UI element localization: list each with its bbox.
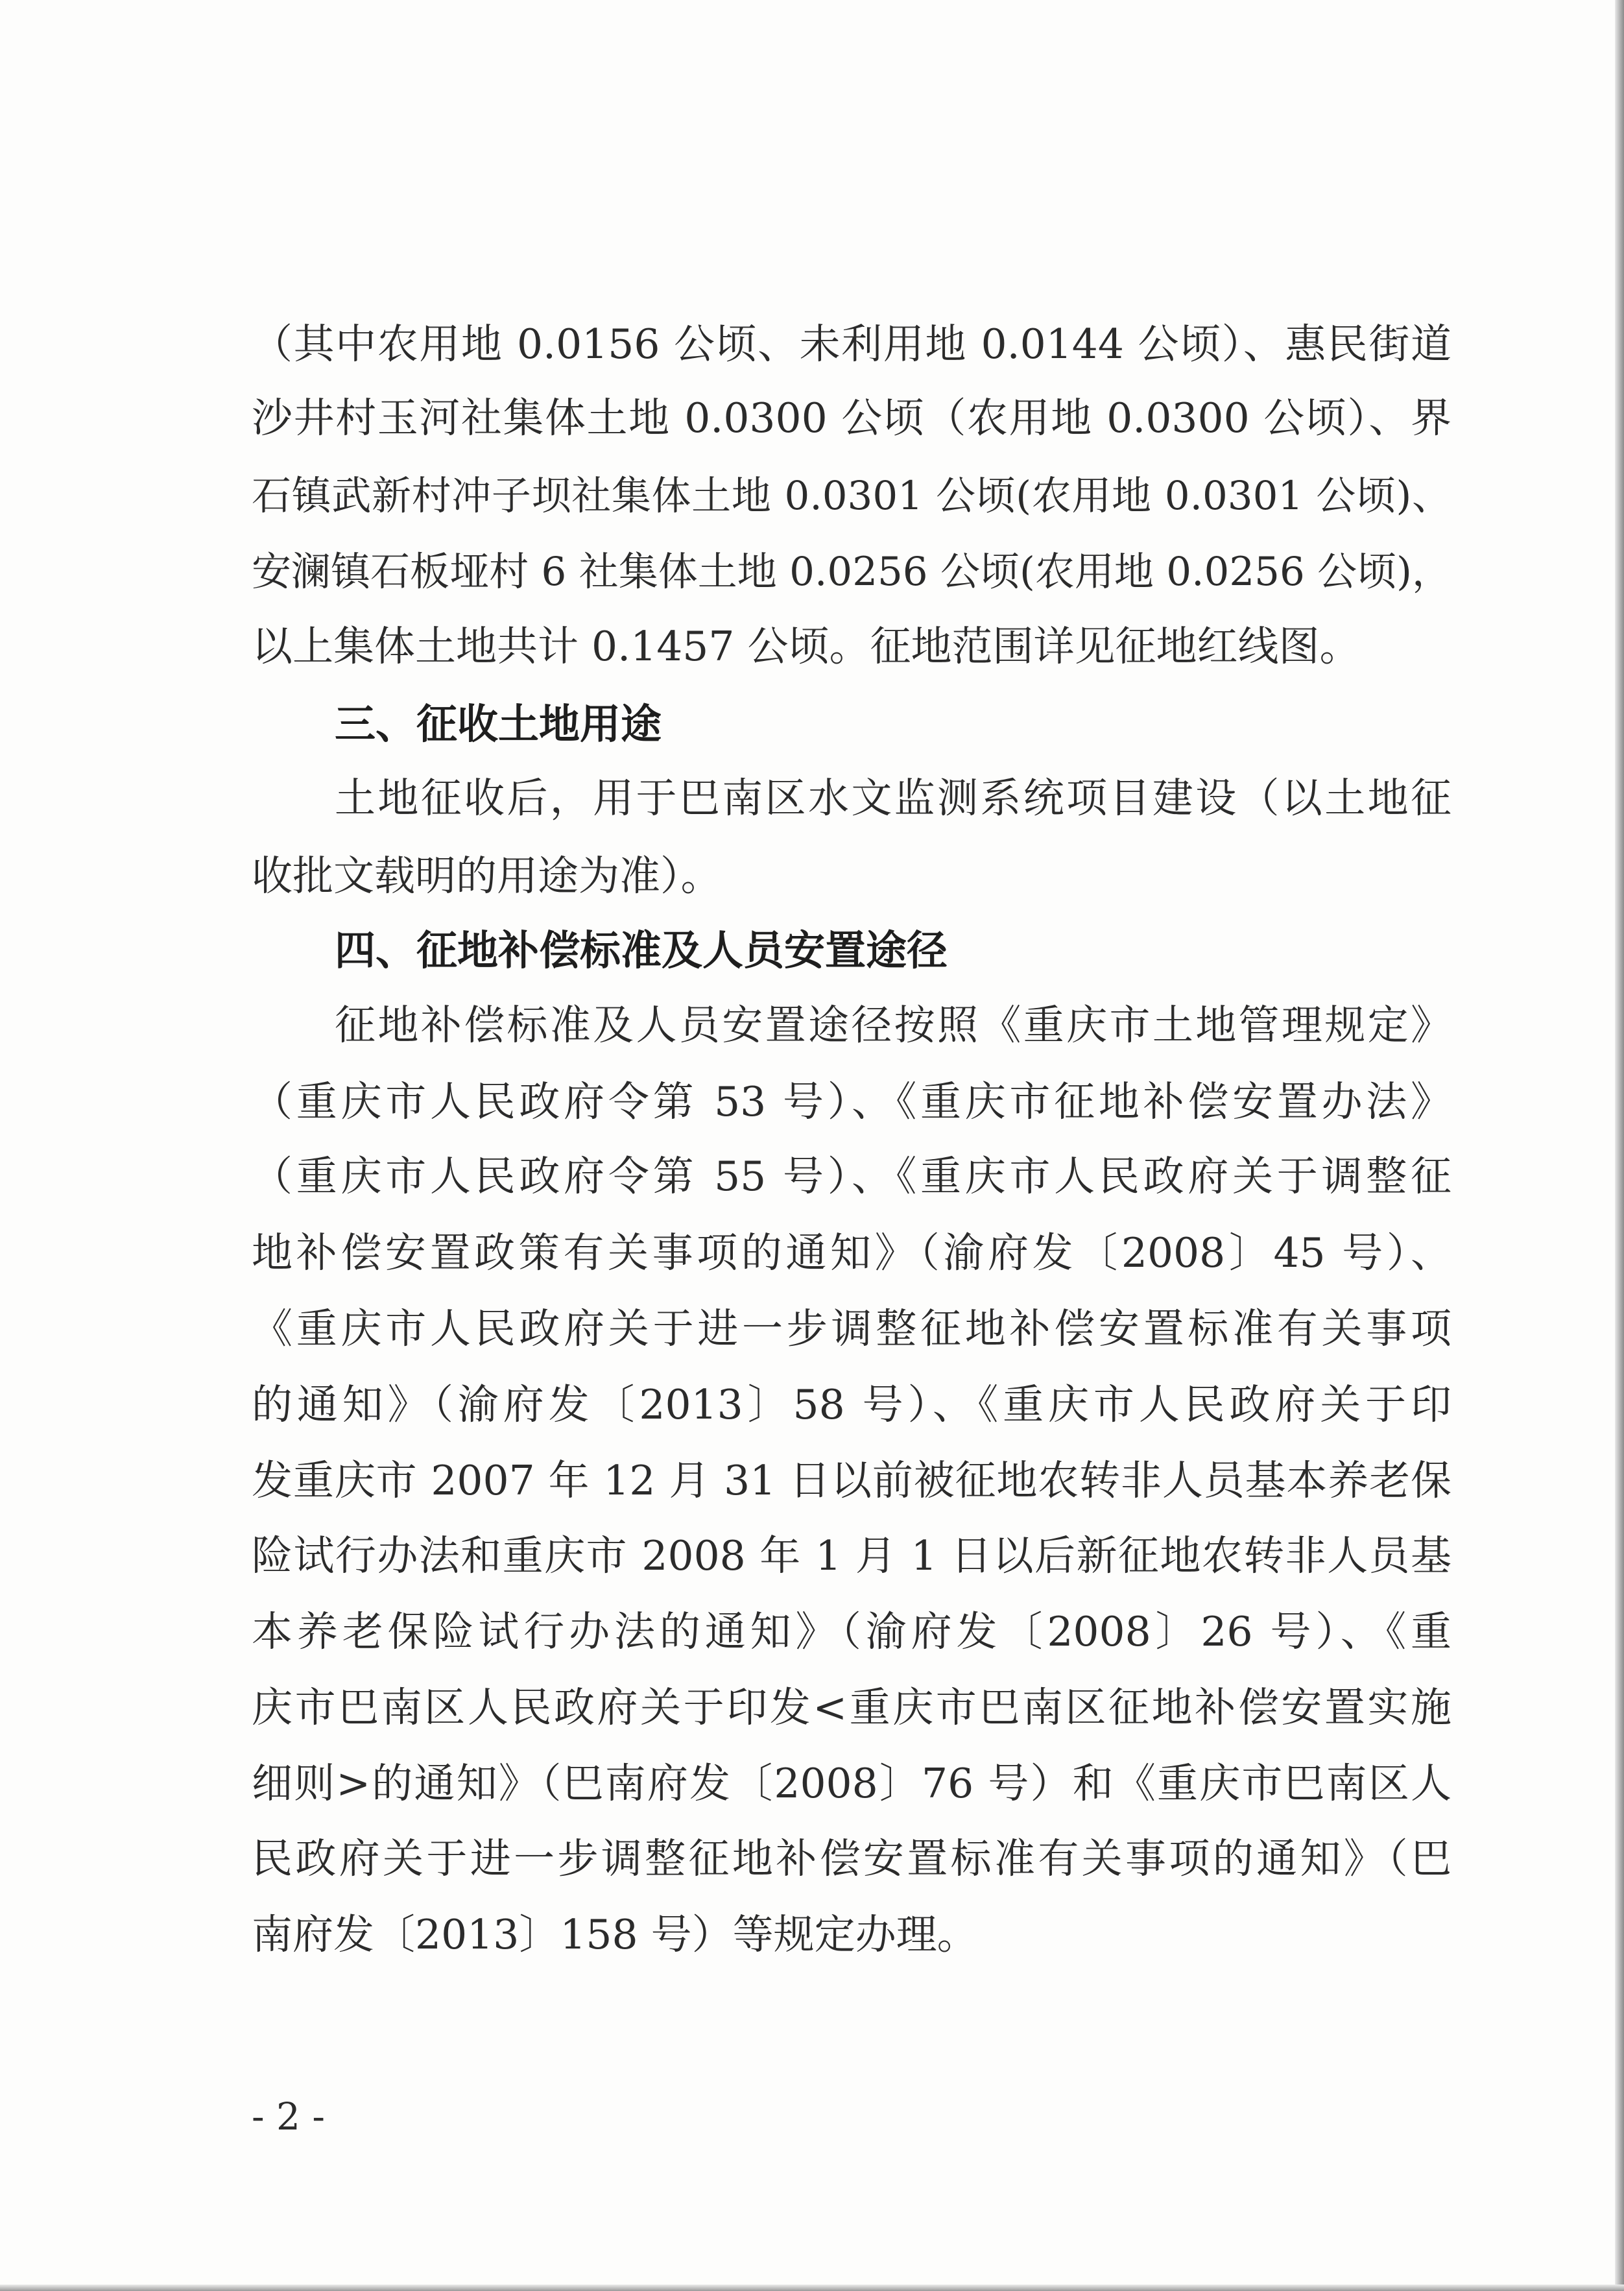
section-heading-3: 三、征收土地用途 (335, 701, 662, 748)
body-line-10: 征地补偿标准及人员安置途径按照《重庆市土地管理规定》 (335, 1002, 1451, 1049)
body-line-13: 地补偿安置政策有关事项的通知》（渝府发〔2008〕45 号）、 (252, 1229, 1451, 1277)
body-line-12: （重庆市人民政府令第 55 号）、《重庆市人民政府关于调整征 (252, 1153, 1451, 1200)
body-line-2: 沙井村玉河社集体土地 0.0300 公顷（农用地 0.0300 公顷）、界 (252, 394, 1451, 442)
body-line-3: 石镇武新村冲子坝社集体土地 0.0301 公顷(农用地 0.0301 公顷)、 (252, 473, 1451, 519)
body-line-11: （重庆市人民政府令第 53 号）、《重庆市征地补偿安置办法》 (252, 1078, 1451, 1125)
scan-edge-right (1615, 0, 1624, 2291)
scan-edge-bottom (0, 2285, 1624, 2291)
body-line-8: 收批文载明的用途为准）。 (252, 852, 722, 900)
body-line-1: （其中农用地 0.0156 公顷、未利用地 0.0144 公顷）、惠民街道 (252, 320, 1451, 368)
body-line-21: 民政府关于进一步调整征地补偿安置标准有关事项的通知》（巴 (252, 1835, 1451, 1882)
body-line-16: 发重庆市 2007 年 12 月 31 日以前被征地农转非人员基本养老保 (252, 1457, 1451, 1504)
body-line-20: 细则>的通知》（巴南府发〔2008〕76 号）和《重庆市巴南区人 (252, 1760, 1451, 1807)
body-line-15: 的通知》（渝府发〔2013〕58 号）、《重庆市人民政府关于印 (252, 1381, 1451, 1428)
body-line-4: 安澜镇石板垭村 6 社集体土地 0.0256 公顷(农用地 0.0256 公顷)， (252, 549, 1451, 595)
body-line-22: 南府发〔2013〕158 号）等规定办理。 (252, 1911, 978, 1958)
body-line-19: 庆市巴南区人民政府关于印发<重庆市巴南区征地补偿安置实施 (252, 1684, 1451, 1731)
section-heading-4: 四、征地补偿标准及人员安置途径 (335, 927, 948, 974)
body-line-17: 险试行办法和重庆市 2008 年 1 月 1 日以后新征地农转非人员基 (252, 1532, 1451, 1579)
body-line-5: 以上集体土地共计 0.1457 公顷。征地范围详见征地红线图。 (252, 623, 1361, 670)
body-line-14: 《重庆市人民政府关于进一步调整征地补偿安置标准有关事项 (252, 1305, 1451, 1352)
body-line-18: 本养老保险试行办法的通知》（渝府发〔2008〕26 号）、《重 (252, 1608, 1451, 1655)
page-number: - 2 - (252, 2094, 325, 2139)
body-line-7: 土地征收后，用于巴南区水文监测系统项目建设（以土地征 (335, 774, 1451, 822)
